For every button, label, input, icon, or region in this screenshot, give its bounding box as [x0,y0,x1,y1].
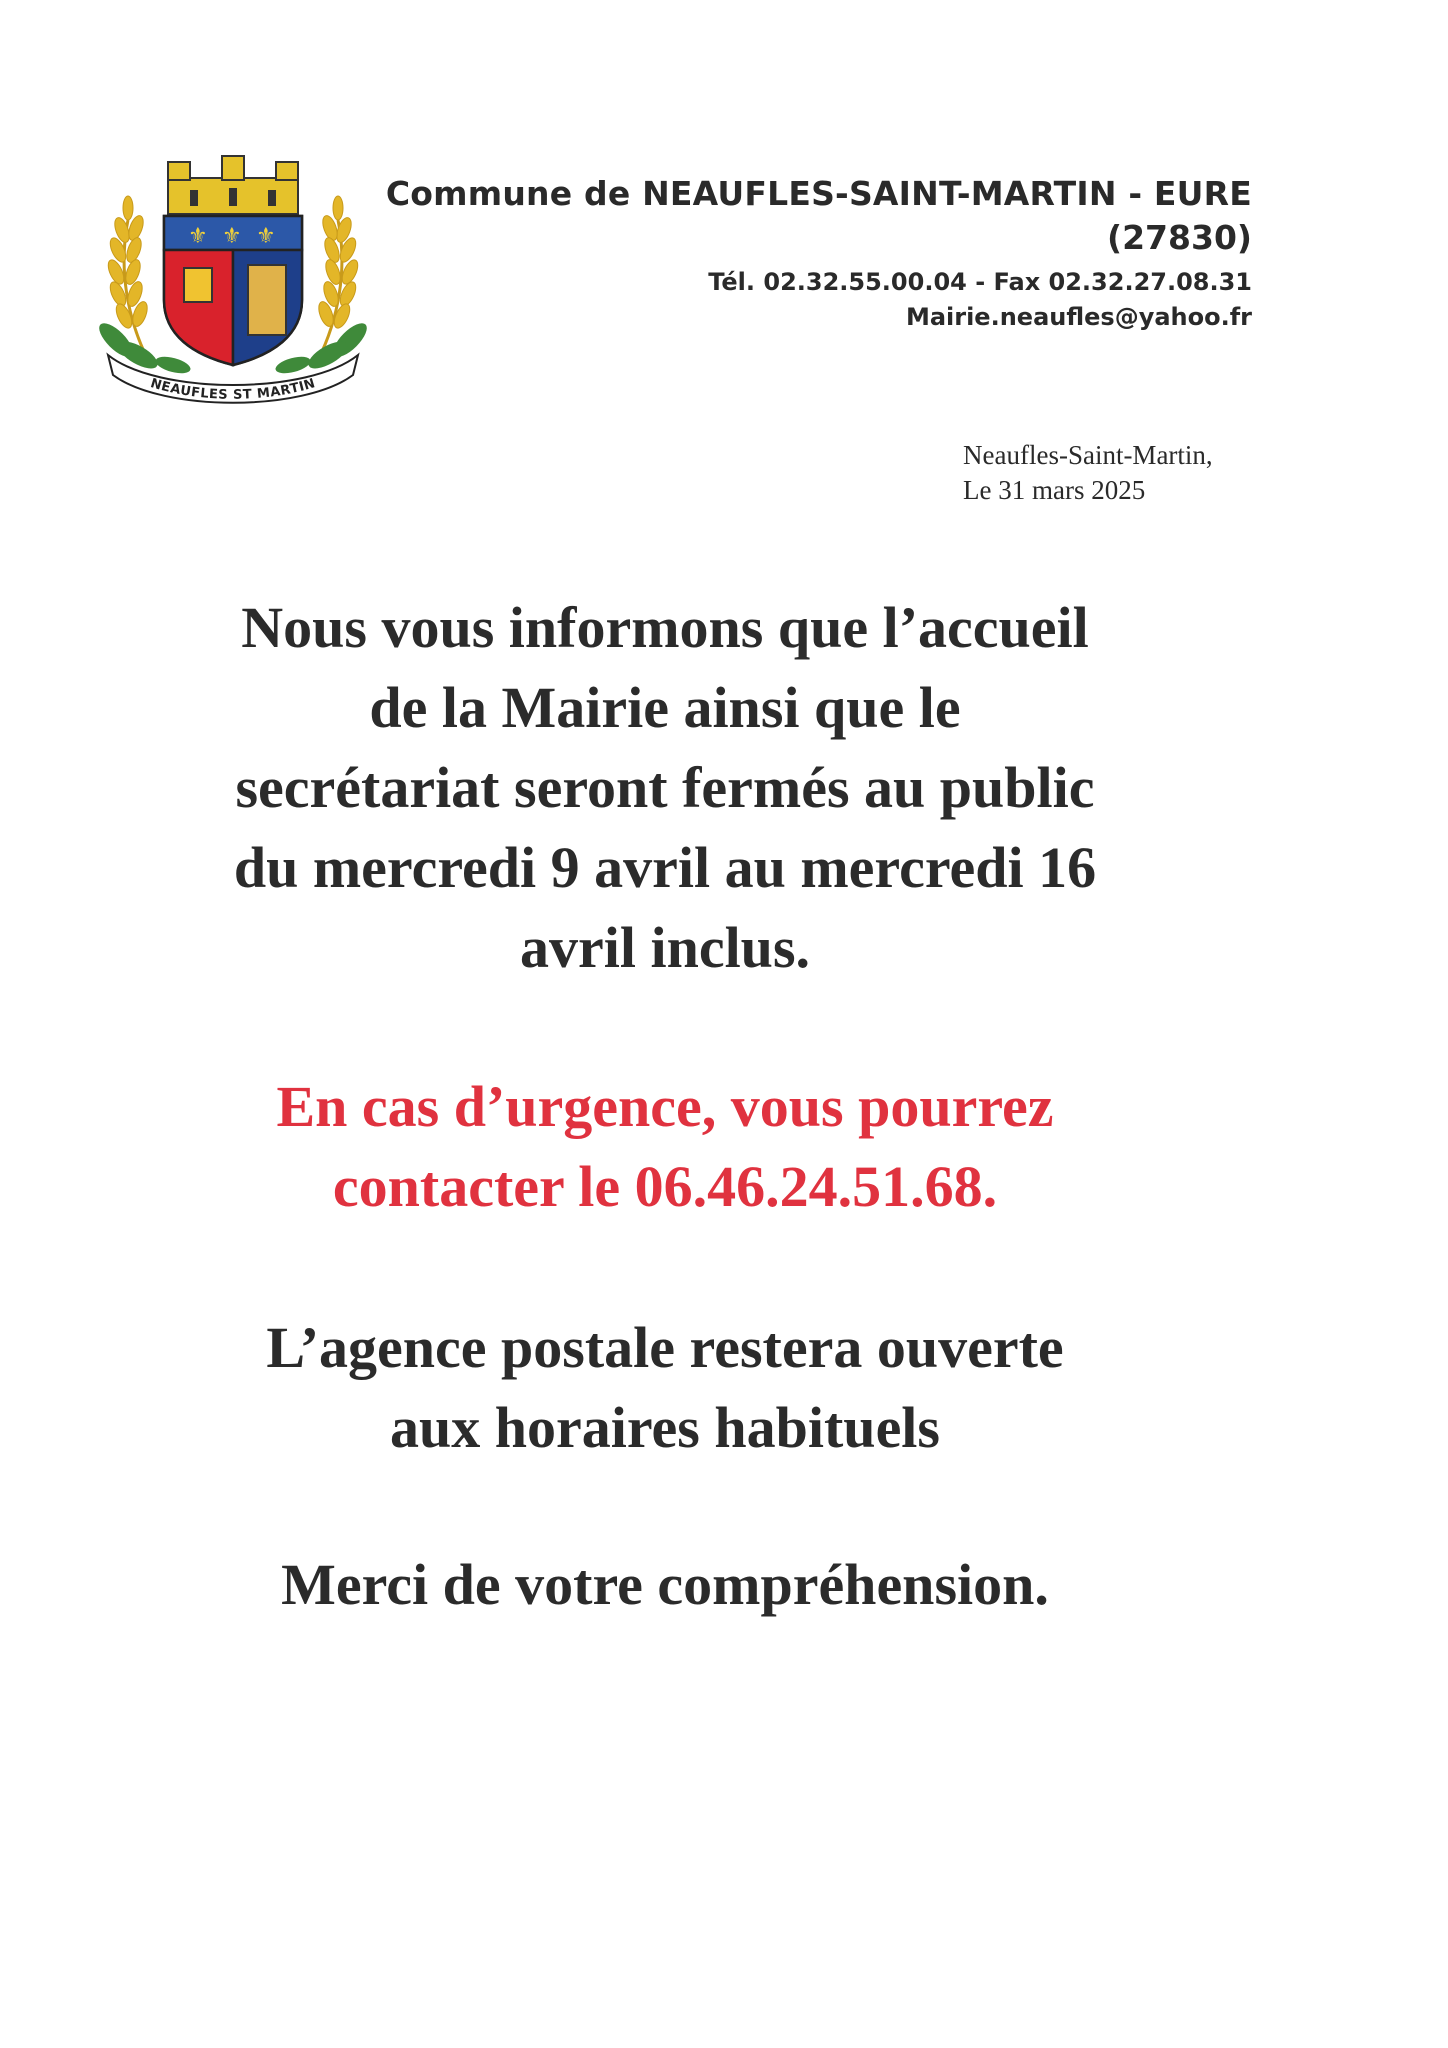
emergency-contact-line: contacter le 06.46.24.51.68. [332,1154,998,1219]
closure-notice [120,588,1210,988]
dateline-date: Le 31 mars 2025 [963,475,1146,505]
postal-agency-line: L’agence postale restera ouverte [266,1315,1064,1380]
mural-crown-icon [168,156,298,214]
svg-text:⚜: ⚜ [256,224,276,249]
emergency-contact-line: En cas d’urgence, vous pourrez [276,1074,1054,1139]
svg-text:⚜: ⚜ [188,224,208,249]
crest-banner-text: NEAUFLES ST MARTIN [148,376,318,403]
dateline-place: Neaufles-Saint-Martin, [963,440,1213,470]
closure-notice-line: avril inclus. [519,915,811,980]
closure-notice-line: Nous vous informons que l’accueil [241,595,1089,660]
fleur-de-lis-icon [188,224,276,249]
email-address: Mairie.neaufles@yahoo.fr [905,303,1252,331]
emergency-contact [120,1067,1210,1227]
phone-fax: Tél. 02.32.55.00.04 - Fax 02.32.27.08.31 [708,268,1252,296]
postal-agency-notice [120,1308,1210,1468]
postal-code: (27830) [1107,218,1252,257]
dateline [963,438,1213,508]
postal-agency-line: aux horaires habituels [389,1395,940,1460]
closure-notice-line: secrétariat seront fermés au public [235,755,1095,820]
closing-thanks: Merci de votre compréhension. [281,1552,1049,1617]
svg-text:⚜: ⚜ [222,224,242,249]
closure-notice-line: de la Mairie ainsi que le [369,675,961,740]
letterhead [352,172,1252,334]
town-crest-logo [88,150,378,405]
commune-name: Commune de NEAUFLES-SAINT-MARTIN - EURE [385,174,1252,213]
closure-notice-line: du mercredi 9 avril au mercredi 16 [233,835,1097,900]
